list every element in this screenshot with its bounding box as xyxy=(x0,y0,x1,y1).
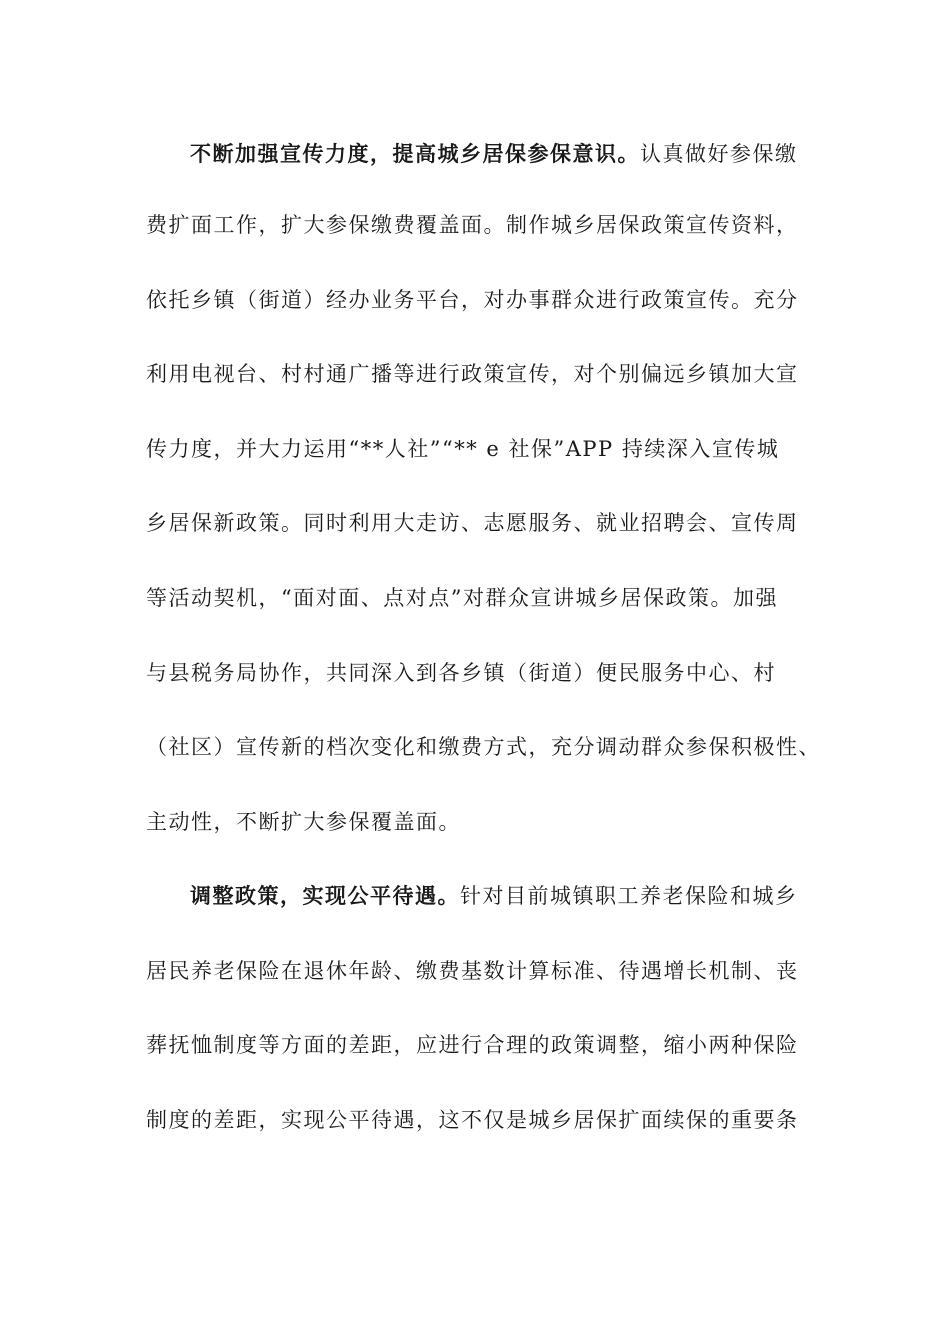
paragraph-1-line-10: 主动性，不断扩大参保覆盖面。 xyxy=(146,810,461,834)
paragraph-1-text: 认真做好参保缴 xyxy=(640,142,798,166)
paragraph-1-line-7: 等活动契机，“面对面、点对点”对群众宣讲城乡居保政策。加强 xyxy=(146,586,778,610)
paragraph-2-text: 针对目前城镇职工养老保险和城乡 xyxy=(460,884,798,908)
paragraph-1-line-4: 利用电视台、村村通广播等进行政策宣传，对个别偏远乡镇加大宣 xyxy=(146,362,799,386)
paragraph-1-line-2: 费扩面工作，扩大参保缴费覆盖面。制作城乡居保政策宣传资料， xyxy=(146,213,799,237)
paragraph-1-line-9: （社区）宣传新的档次变化和缴费方式，充分调动群众参保积极性、 xyxy=(146,735,821,759)
paragraph-2-line-4: 制度的差距，实现公平待遇，这不仅是城乡居保扩面续保的重要条 xyxy=(146,1108,799,1132)
paragraph-1-line-5: 传力度，并大力运用“**人社”“** e 社保”APP 持续深入宣传城 xyxy=(146,437,780,461)
paragraph-1-line-8: 与县税务局协作，共同深入到各乡镇（街道）便民服务中心、村 xyxy=(146,661,776,685)
paragraph-2-line-3: 葬抚恤制度等方面的差距，应进行合理的政策调整，缩小两种保险 xyxy=(146,1033,799,1057)
paragraph-1-line-6: 乡居保新政策。同时利用大走访、志愿服务、就业招聘会、宣传周 xyxy=(146,511,799,535)
paragraph-1-line-3: 依托乡镇（街道）经办业务平台，对办事群众进行政策宣传。充分 xyxy=(146,288,799,312)
paragraph-2-line-2: 居民养老保险在退休年龄、缴费基数计算标准、待遇增长机制、丧 xyxy=(146,959,799,983)
paragraph-2-line-1 xyxy=(190,881,806,911)
paragraph-2-heading: 调整政策，实现公平待遇。 xyxy=(190,883,460,908)
paragraph-1-heading: 不断加强宣传力度，提高城乡居保参保意识。 xyxy=(190,141,640,166)
paragraph-1-line-1 xyxy=(190,139,806,169)
